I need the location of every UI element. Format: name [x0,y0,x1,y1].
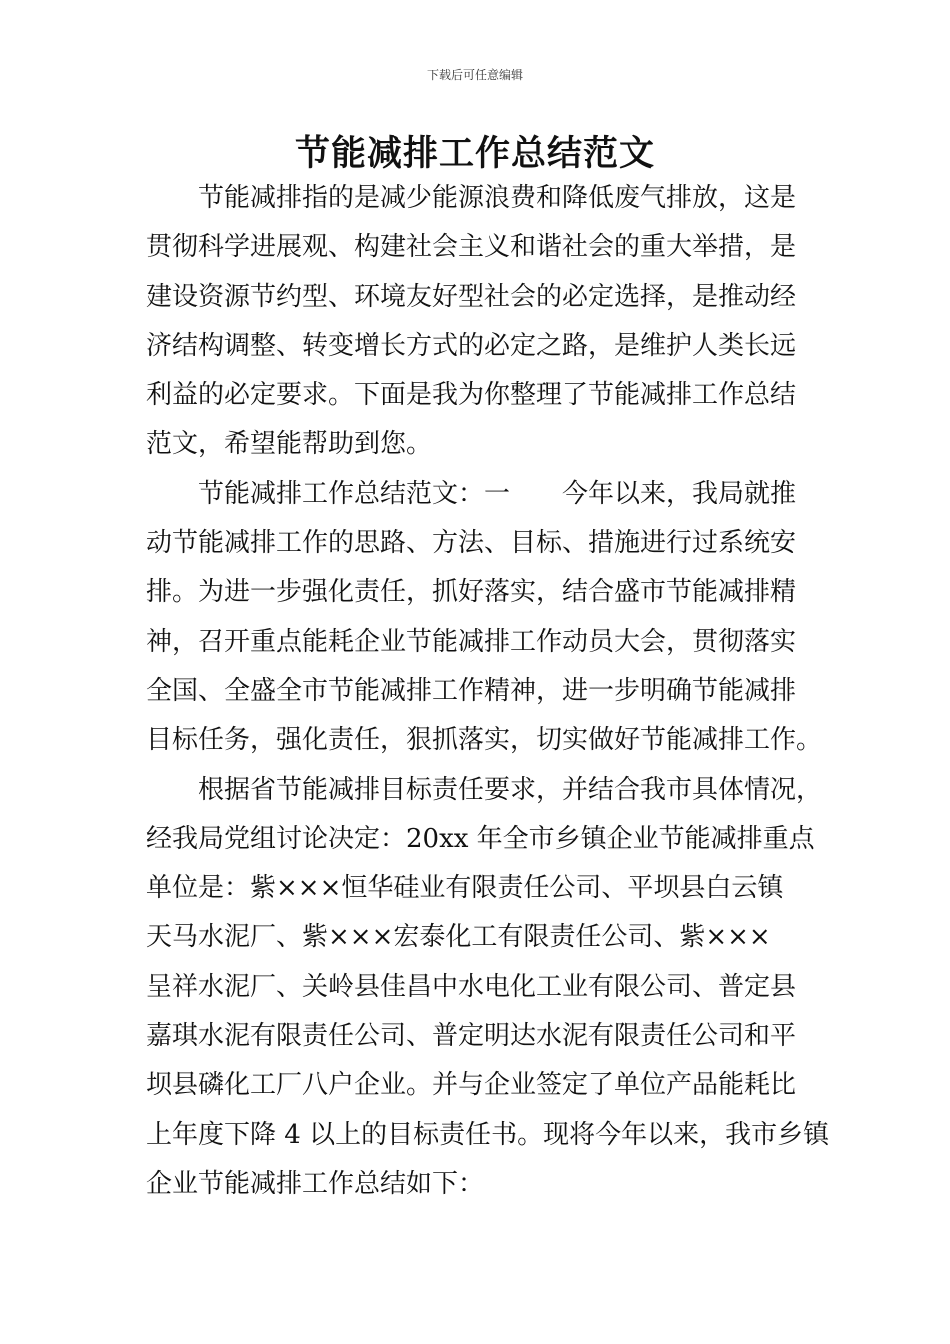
text-line: 贯彻科学进展观、构建社会主义和谐社会的重大举措，是 [146,232,797,263]
text-line: 范文，希望能帮助到您。 [146,429,433,460]
text-line: 根据省节能减排目标责任要求，并结合我市具体情况， [146,774,823,805]
paragraph-summary-one [146,470,823,766]
text-line: 目标任务，强化责任，狠抓落实，切实做好节能减排工作。 [146,725,823,756]
text-line: 节能减排工作总结范文：一 今年以来，我局就推 [146,478,797,509]
text-line: 嘉琪水泥有限责任公司、普定明达水泥有限责任公司和平 [146,1021,797,1052]
text-line: 企业节能减排工作总结如下： [146,1168,485,1199]
paragraph-intro [146,174,808,470]
text-line: 全国、全盛全市节能减排工作精神，进一步明确节能减排 [146,675,797,706]
header-note: 下载后可任意编辑 [426,68,523,82]
text-line: 济结构调整、转变增长方式的必定之路，是维护人类长远 [146,330,797,361]
document-title: 节能减排工作总结范文 [294,134,655,174]
text-line: 上年度下降 4 以上的目标责任书。现将今年以来，我市乡镇 [146,1119,830,1150]
document-body [146,174,830,1209]
paragraph-key-units [146,766,830,1210]
text-line: 神，召开重点能耗企业节能减排工作动员大会，贯彻落实 [146,626,797,657]
text-line: 单位是：紫×××恒华硅业有限责任公司、平坝县白云镇 [146,873,784,904]
text-line: 经我局党组讨论决定：20xx 年全市乡镇企业节能减排重点 [146,823,815,854]
text-line: 坝县磷化工厂八户企业。并与企业签定了单位产品能耗比 [146,1070,797,1101]
text-line: 利益的必定要求。下面是我为你整理了节能减排工作总结 [146,380,797,411]
text-line: 节能减排指的是减少能源浪费和降低废气排放，这是 [146,183,797,213]
text-line: 天马水泥厂、紫×××宏泰化工有限责任公司、紫××× [146,922,771,953]
text-line: 呈祥水泥厂、关岭县佳昌中水电化工业有限公司、普定县 [146,971,797,1002]
text-line: 动节能减排工作的思路、方法、目标、措施进行过系统安 [146,528,797,559]
text-line: 建设资源节约型、环境友好型社会的必定选择，是推动经 [146,281,797,312]
text-line: 排。为进一步强化责任，抓好落实，结合盛市节能减排精 [146,577,797,608]
